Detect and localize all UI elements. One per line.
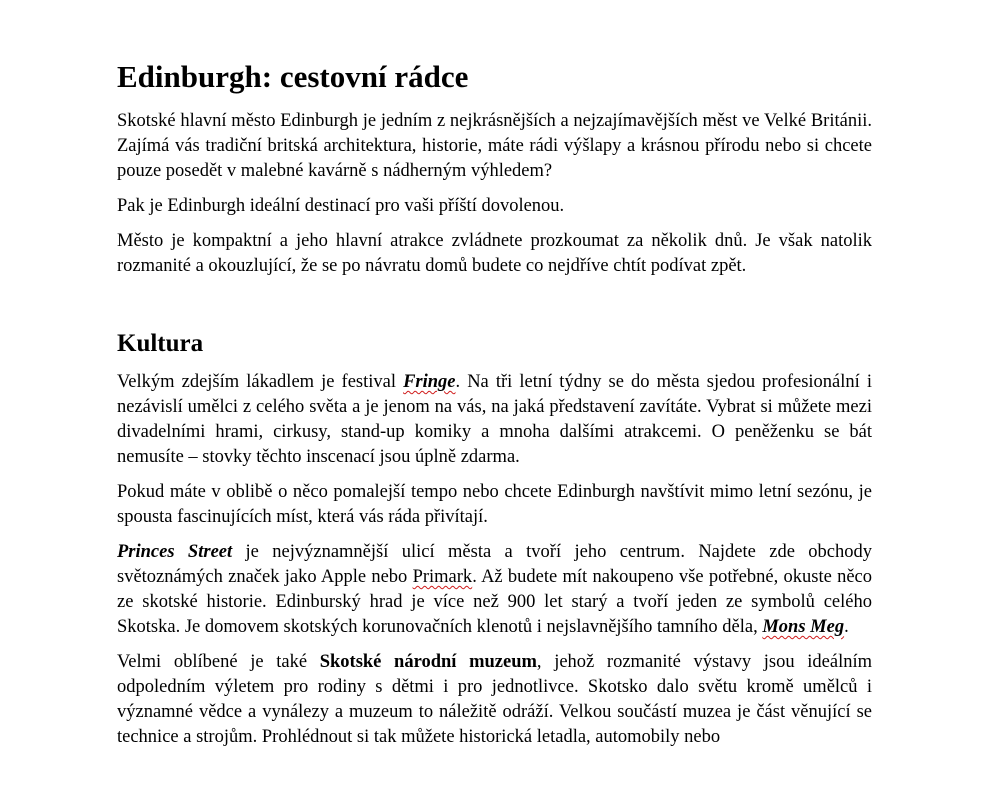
intro-paragraph-1: Skotské hlavní město Edinburgh je jedním z nejkrásnějších a nejzajímavějších měst ve Velké Británii. Zajímá vás tradiční britská architektura, historie, máte rádi výšlapy a krásnou přírodu nebo si chcete pouze posedět v malebné kavárně s nádherným výhledem?	[117, 111, 872, 181]
princes-text-1: je nejvýznamnější ulicí města a tvoří jeho centrum. Najdete zde obchody světoznámých značek jako Apple nebo	[117, 542, 873, 587]
document-page	[117, 58, 872, 760]
museum-text-before: Velmi oblíbené je také	[117, 652, 320, 672]
museum-term: Skotské národní muzeum	[319, 652, 537, 672]
princes-text-2: . Až budete mít nakoupeno vše potřebné, okuste něco ze skotské historie. Edinburský hrad je více než 900 let starý a tvoří jeden ze symbolů celého Skotska. Je domovem skotských korunovačních klenotů i nejslavnějšího tamního děla,	[117, 567, 872, 637]
intro-paragraph-3: Město je kompaktní a jeho hlavní atrakce zvládnete prozkoumat za několik dnů. Je však natolik rozmanité a okouzlující, že se po návratu domů budete co nejdříve chtít podívat zpět.	[117, 231, 872, 276]
mons-meg-term: Mons Meg	[762, 617, 845, 637]
culture-paragraph-fringe	[117, 370, 872, 470]
museum-text-after: , jehož rozmanité výstavy jsou ideálním odpoledním výletem pro rodiny s dětmi i pro jednotlivce. Skotsko dalo světu kromě umělců i významné vědce a vynálezy a muzeum to náležitě odráží. Velkou součástí muzea je část věnující se technice a strojům. Prohlédnout si tak můžete historická letadla, automobily nebo	[117, 652, 872, 747]
fringe-text-after: . Na tři letní týdny se do města sjedou profesionální i nezávislí umělci z celého světa a je jenom na vás, na jaká představení zavítáte. Vybrat si můžete mezi divadelními hrami, cirkusy, stand-up komiky a mnoha dalšími atrakcemi. O peněženku se bát nemusíte – stovky těchto inscenací jsou úplně zdarma.	[117, 372, 872, 467]
fringe-term: Fringe	[403, 372, 456, 392]
princes-street-term: Princes Street	[117, 542, 233, 562]
fringe-text-before: Velkým zdejším lákadlem je festival	[117, 372, 404, 392]
section-heading-kultura: Kultura	[117, 330, 204, 357]
culture-paragraph-princes-street	[117, 540, 872, 640]
document-title: Edinburgh: cestovní rádce	[117, 59, 469, 94]
intro-paragraph-2: Pak je Edinburgh ideální destinací pro vaši příští dovolenou.	[117, 196, 565, 216]
culture-paragraph-season: Pokud máte v oblibě o něco pomalejší tempo nebo chcete Edinburgh navštívit mimo letní sezónu, je spousta fascinujících míst, která vás ráda přivítají.	[117, 482, 872, 527]
culture-paragraph-museum	[117, 650, 872, 750]
princes-text-3: .	[844, 617, 849, 637]
primark-term: Primark	[412, 567, 473, 587]
